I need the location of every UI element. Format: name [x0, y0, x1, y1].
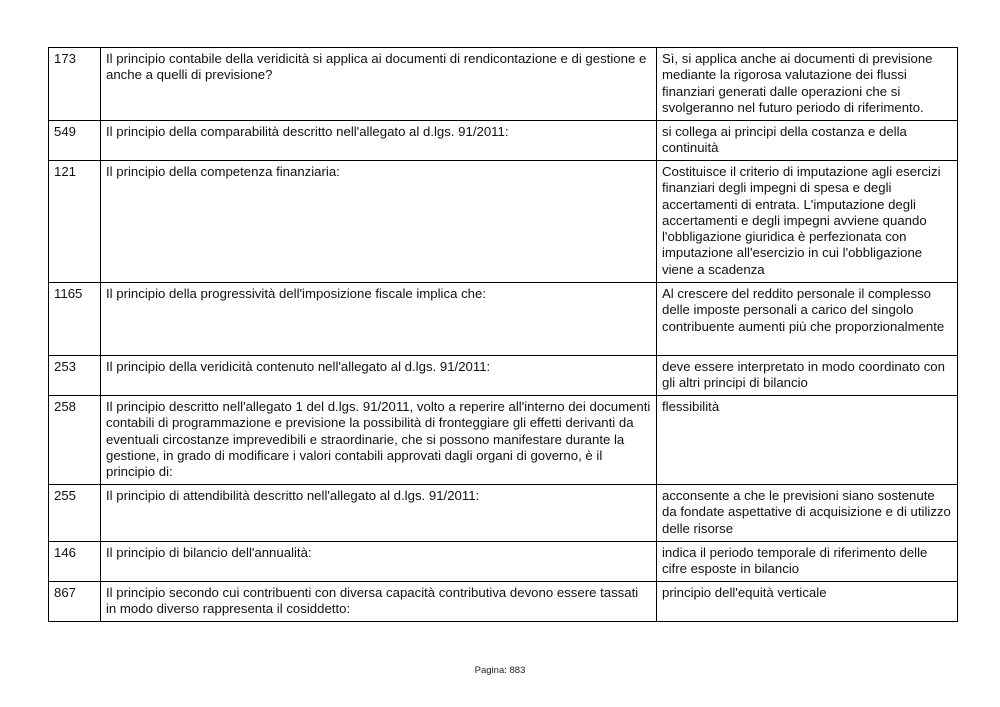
question-id: 255 — [49, 485, 101, 542]
answer-text: si collega ai principi della costanza e della continuità — [657, 121, 958, 161]
question-text: Il principio della comparabilità descritto nell'allegato al d.lgs. 91/2011: — [101, 121, 657, 161]
question-id: 253 — [49, 356, 101, 396]
question-text: Il principio di attendibilità descritto nell'allegato al d.lgs. 91/2011: — [101, 485, 657, 542]
table-row — [49, 161, 958, 283]
table-row — [49, 485, 958, 542]
questions-table — [48, 47, 958, 622]
question-text: Il principio contabile della veridicità si applica ai documenti di rendicontazione e di gestione e anche a quelli di previsione? — [101, 48, 657, 121]
question-id: 258 — [49, 396, 101, 485]
question-text: Il principio descritto nell'allegato 1 del d.lgs. 91/2011, volto a reperire all'interno dei documenti contabili di programmazione e previsione la possibilità di fronteggiare gli effetti derivanti da eventuali circostanze imprevedibili e straordinarie, che si possono manifestare durante la gestione, in grado di modificare i valori contabili approvati dagli organi di governo, è il principio di: — [101, 396, 657, 485]
question-text: Il principio della veridicità contenuto nell'allegato al d.lgs. 91/2011: — [101, 356, 657, 396]
answer-text: acconsente a che le previsioni siano sostenute da fondate aspettative di acquisizione e di utilizzo delle risorse — [657, 485, 958, 542]
table-row — [49, 396, 958, 485]
question-text: Il principio della progressività dell'imposizione fiscale implica che: — [101, 283, 657, 356]
table-row — [49, 121, 958, 161]
answer-text: Al crescere del reddito personale il complesso delle imposte personali a carico del singolo contribuente aumenti più che proporzionalmente — [657, 283, 958, 356]
answer-text: indica il periodo temporale di riferimento delle cifre esposte in bilancio — [657, 542, 958, 582]
table-row — [49, 542, 958, 582]
question-id: 121 — [49, 161, 101, 283]
page-number: Pagina: 883 — [474, 665, 526, 676]
question-id: 549 — [49, 121, 101, 161]
question-text: Il principio della competenza finanziaria: — [101, 161, 657, 283]
table-row — [49, 48, 958, 121]
question-id: 1165 — [49, 283, 101, 356]
answer-text: deve essere interpretato in modo coordinato con gli altri principi di bilancio — [657, 356, 958, 396]
answer-text: flessibilità — [657, 396, 958, 485]
table-row — [49, 283, 958, 356]
question-text: Il principio secondo cui contribuenti con diversa capacità contributiva devono essere tassati in modo diverso rappresenta il cosiddetto: — [101, 582, 657, 622]
question-text: Il principio di bilancio dell'annualità: — [101, 542, 657, 582]
question-id: 173 — [49, 48, 101, 121]
table-row — [49, 582, 958, 622]
question-id: 867 — [49, 582, 101, 622]
answer-text: principio dell'equità verticale — [657, 582, 958, 622]
answer-text: Sì, si applica anche ai documenti di previsione mediante la rigorosa valutazione dei flussi finanziari generati dalle operazioni che si svolgeranno nel futuro periodo di riferimento. — [657, 48, 958, 121]
question-id: 146 — [49, 542, 101, 582]
table-row — [49, 356, 958, 396]
answer-text: Costituisce il criterio di imputazione agli esercizi finanziari degli impegni di spesa e degli accertamenti di entrata. L'imputazione degli accertamenti e degli impegni avviene quando l'obbligazione giuridica è perfezionata con imputazione all'esercizio in cui l'obbligazione viene a scadenza — [657, 161, 958, 283]
